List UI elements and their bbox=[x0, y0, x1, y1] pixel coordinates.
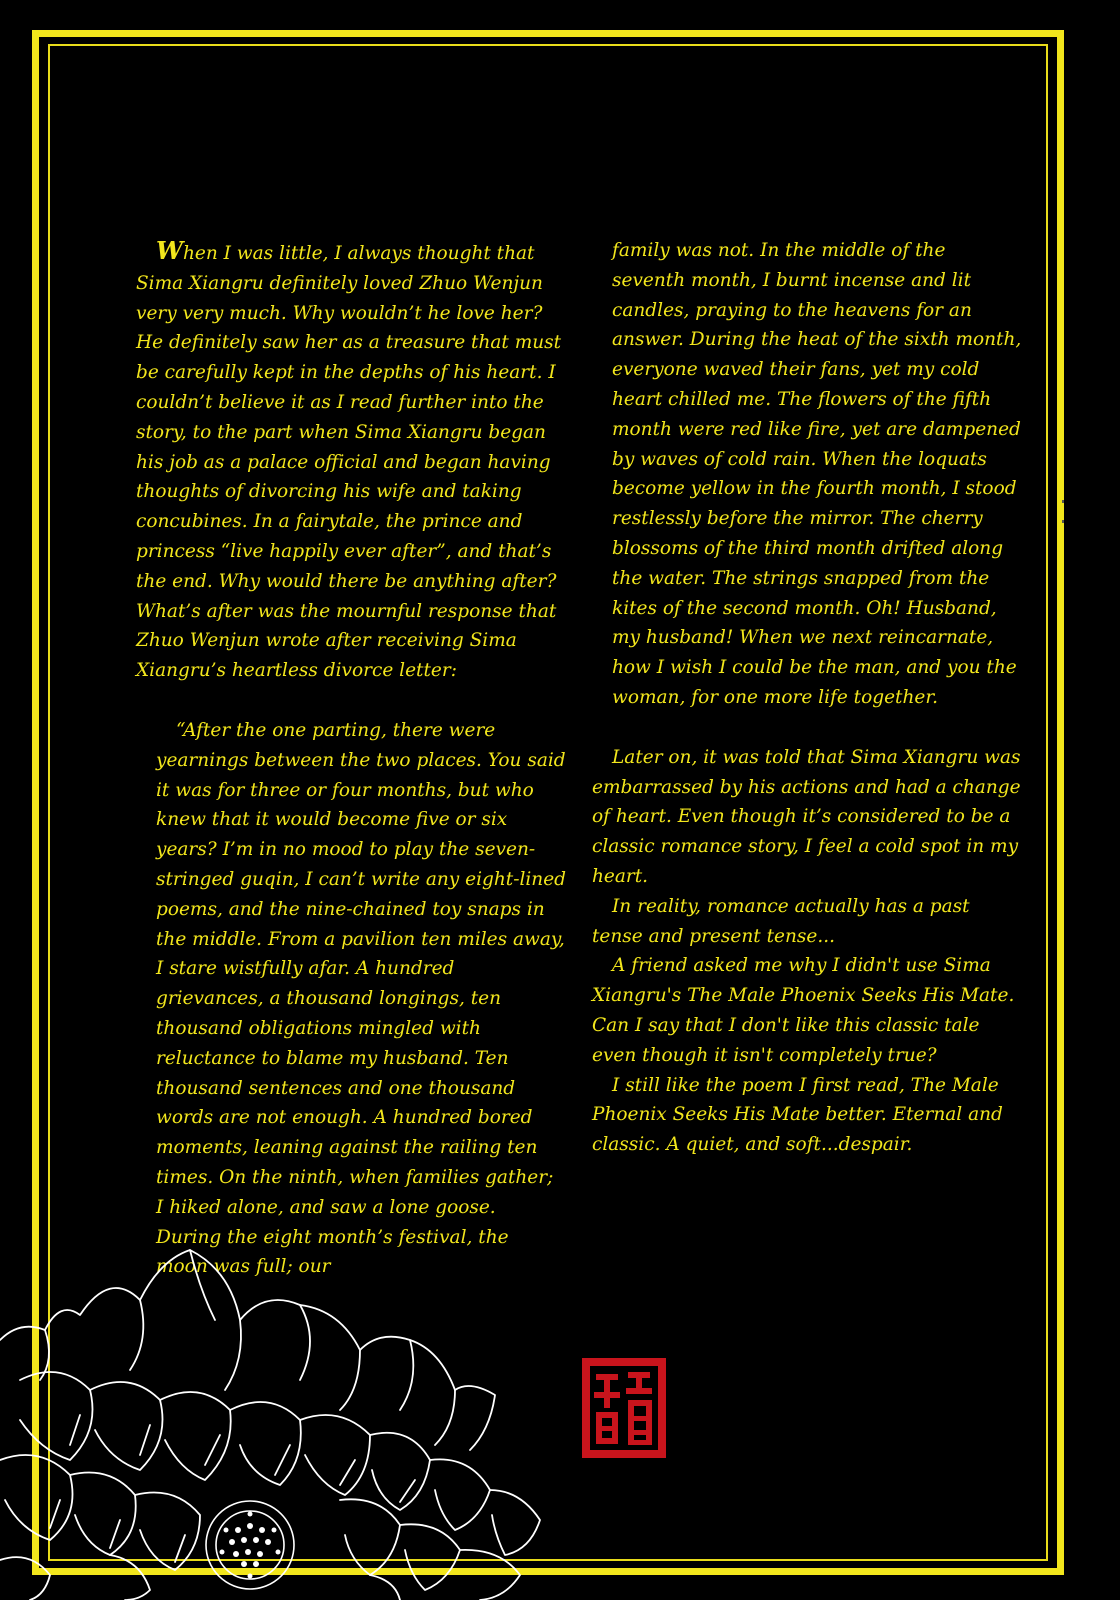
still-text-end: better. Eternal and classic. A quiet, and soft...despair. bbox=[592, 1104, 1003, 1156]
reality-paragraph: In reality, romance actually has a past tense and present tense... bbox=[592, 895, 970, 947]
left-column bbox=[136, 236, 566, 1282]
still-poem-title: The Male Phoenix Seeks His Mate bbox=[592, 1074, 999, 1126]
friend-text-start: A friend asked me why I didn't use Sima Xiangru's bbox=[592, 955, 991, 1007]
red-seal-stamp bbox=[578, 1354, 670, 1462]
poem-quote-continued: family was not. In the middle of the seventh month, I burnt incense and lit candles, praying to the heavens for an answer. During the heat of the sixth month, everyone waved their fans, yet my cold heart chilled me. The flowers of the fifth month were red like fire, yet are dampened by waves of cold rain. When the loquats become yellow in the fourth month, I stood restlessly before the mirror. The cherry blossoms of the third month drifted along the water. The strings snapped from the kites of the second month. Oh! Husband, my husband! When we next reincarnate, how I wish I could be the man, and you the woman, for one more life together. bbox=[612, 240, 1022, 708]
drop-cap: W bbox=[156, 236, 183, 265]
paragraph-spacer bbox=[592, 713, 1022, 743]
intro-text: hen I was little, I always thought that Sima Xiangru definitely loved Zhuo Wenjun very very much. Why wouldn’t he love her? He definitely saw her as a treasure that must be carefully kept in the depths of his heart. I couldn’t believe it as I read further into the story, to the part when Sima Xiangru began his job as a palace official and began having thoughts of divorcing his wife and taking concubines. In a fairytale, the prince and princess “live happily ever after”, and that’s the end. Why would there be anything after? What’s after was the mournful response that Zhuo Wenjun wrote after receiving Sima Xiangru’s heartless divorce letter: bbox=[136, 243, 562, 682]
right-column bbox=[592, 236, 1022, 1160]
friend-poem-title: The Male Phoenix Seeks His Mate bbox=[687, 985, 1009, 1007]
later-paragraph: Later on, it was told that Sima Xiangru was embarrassed by his actions and had a change of heart. Even though it’s considered to be a classic romance story, I feel a cold spot in my heart. bbox=[592, 746, 1021, 887]
chrysanthemum-illustration bbox=[0, 1230, 580, 1600]
poem-quote: “After the one parting, there were yearnings between the two places. You said it was for three or four months, but who knew that it would become five or six years? I’m in no mood to play the seven-stringed guqin, I can’t write any eight-lined poems, and the nine-chained toy snaps in the middle. From a pavilion ten miles away, I stare wistfully afar. A hundred grievances, a thousand longings, ten thousand obligations mingled with reluctance to blame my husband. Ten thousand sentences and one thousand words are not enough. A hundred bored moments, leaning against the railing ten times. On the ninth, when families gather; I hiked alone, and saw a lone goose. During the eight month’s festival, the moon was full; our bbox=[156, 719, 566, 1278]
friend-text-end: . Can I say that I don't like this classic tale even though it isn't completely true? bbox=[592, 985, 1015, 1066]
edge-mark bbox=[1062, 500, 1065, 560]
friend-paragraph bbox=[592, 951, 1022, 1070]
intro-paragraph bbox=[136, 236, 566, 686]
still-paragraph bbox=[592, 1071, 1022, 1160]
still-text-start: I still like the poem I first read, bbox=[612, 1074, 911, 1096]
